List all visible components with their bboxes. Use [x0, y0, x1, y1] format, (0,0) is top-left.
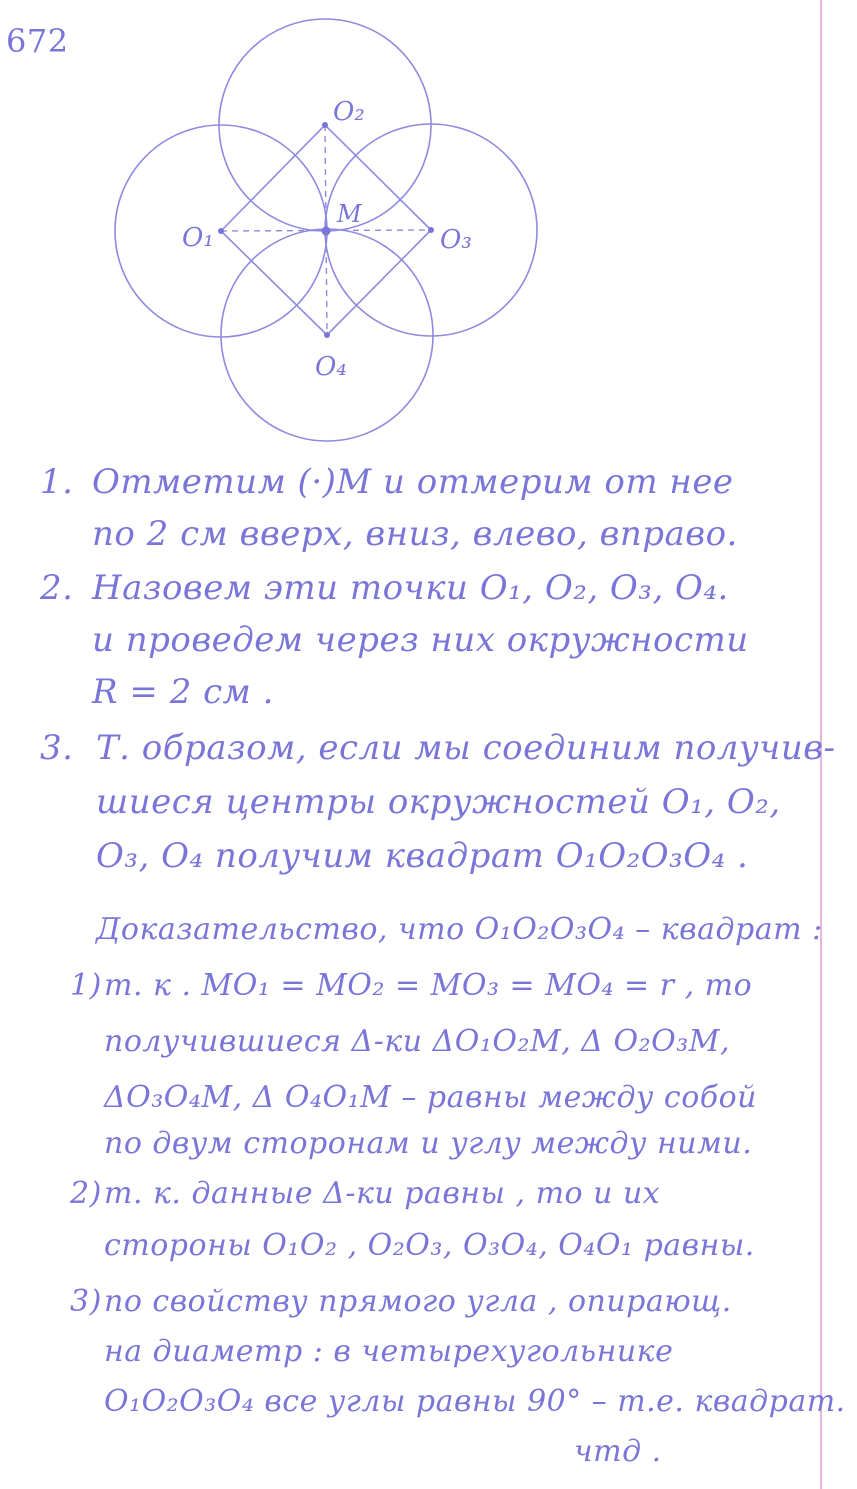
point-o3 [428, 227, 434, 233]
label-o3: O₃ [440, 225, 472, 255]
proof-1-line-3: ΔO₃O₄M, Δ O₄O₁M – равны между собой [104, 1080, 757, 1115]
problem-number: 672 [6, 22, 69, 60]
construction-1-line-2: по 2 см вверх, вниз, влево, вправо. [92, 514, 738, 554]
proof-1-line-1: т. к . MO₁ = MO₂ = MO₃ = MO₄ = r , то [104, 968, 753, 1003]
label-m: M [337, 200, 362, 228]
construction-2-line-1: Назовем эти точки O₁, O₂, O₃, O₄. [92, 568, 729, 608]
proof-heading: Доказательство, что O₁O₂O₃O₄ – квадрат : [96, 912, 823, 947]
proof-3-num: 3) [70, 1284, 102, 1319]
point-o2 [322, 122, 328, 128]
proof-1-line-4: по двум сторонам и углу между ними. [104, 1126, 753, 1161]
proof-2-line-1: т. к. данные Δ-ки равны , то и их [104, 1176, 661, 1211]
construction-2-line-3: R = 2 см . [92, 672, 274, 712]
construction-2-num: 2. [40, 568, 74, 608]
point-o1 [218, 228, 224, 234]
construction-3-num: 3. [40, 728, 74, 768]
side-o3-o4 [327, 230, 431, 335]
proof-1-num: 1) [70, 968, 102, 1003]
proof-1-line-2: получившиеся Δ-ки ΔO₁O₂M, Δ O₂O₃M, [104, 1024, 730, 1059]
construction-1-num: 1. [40, 462, 74, 502]
construction-1-line-1: Отметим (·)M и отмерим от нее [92, 462, 734, 502]
side-o4-o1 [221, 231, 327, 335]
point-o4 [324, 332, 330, 338]
label-o1: O₁ [182, 223, 214, 253]
point-m [322, 227, 331, 236]
proof-3-line-3: O₁O₂O₃O₄ все углы равны 90° – т.е. квадрат. [104, 1384, 846, 1419]
label-o2: O₂ [333, 97, 365, 127]
proof-2-line-2: стороны O₁O₂ , O₂O₃, O₃O₄, O₄O₁ равны. [104, 1228, 755, 1263]
geometry-figure [0, 0, 857, 460]
construction-3-line-3: O₃, O₄ получим квадрат O₁O₂O₃O₄ . [96, 836, 749, 876]
construction-3-line-2: шиеся центры окружностей O₁, O₂, [96, 782, 781, 822]
proof-3-line-2: на диаметр : в четырехугольнике [104, 1334, 674, 1369]
proof-3-line-1: по свойству прямого угла , опирающ. [104, 1284, 732, 1319]
construction-3-line-1: Т. образом, если мы соединим получив- [96, 728, 836, 768]
label-o4: O₄ [315, 352, 347, 382]
side-o1-o2 [221, 125, 325, 231]
qed-mark: чтд . [574, 1434, 662, 1469]
proof-2-num: 2) [70, 1176, 102, 1211]
construction-2-line-2: и проведем через них окружности [92, 620, 749, 660]
